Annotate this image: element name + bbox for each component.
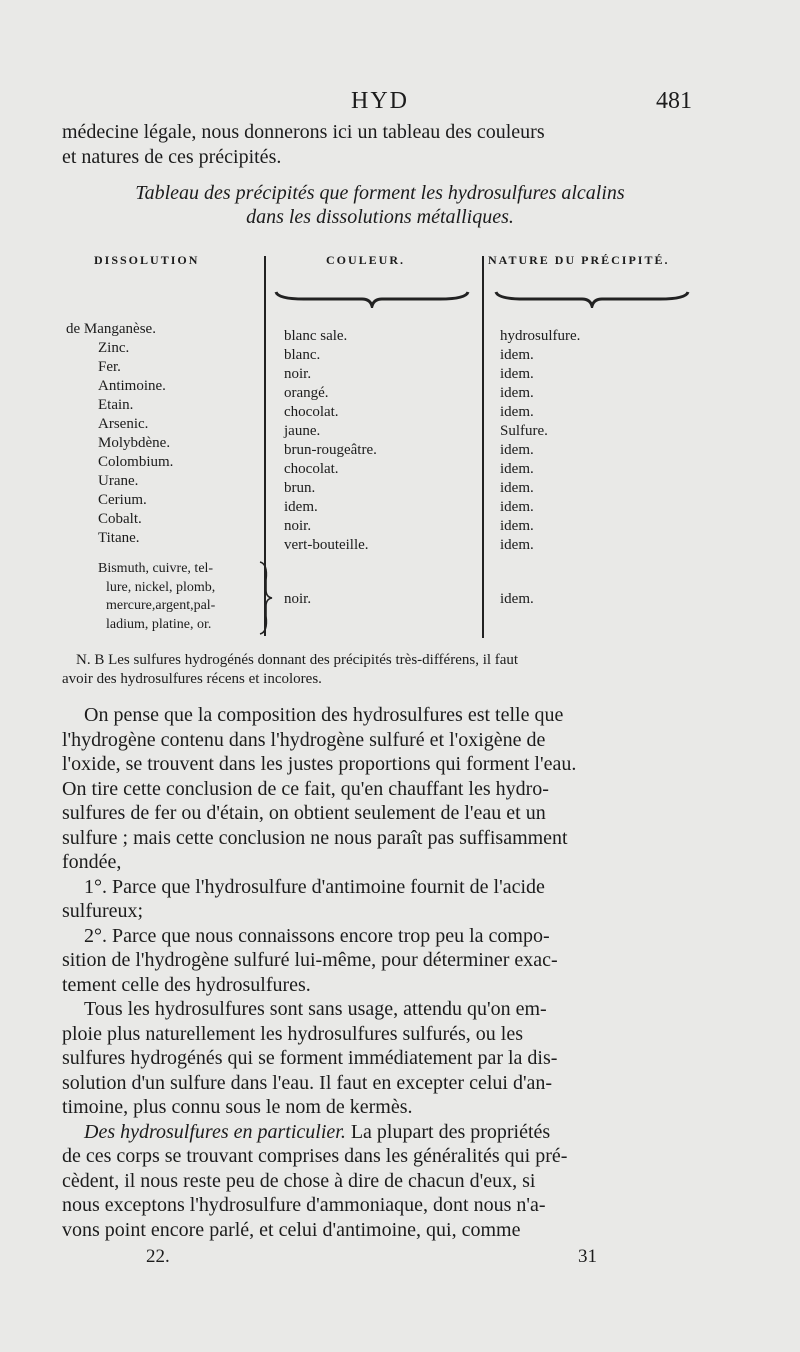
- page-number: 481: [656, 88, 692, 114]
- table-cell: Colombium.: [98, 454, 174, 470]
- text-line: médecine légale, nous donnerons ici un tableau des couleurs: [62, 121, 545, 143]
- table-cell: mercure,argent,pal-: [106, 598, 216, 614]
- table-cell: brun-rougeâtre.: [284, 442, 377, 458]
- text-line: sulfureux;: [62, 900, 144, 922]
- text-line: cèdent, il nous reste peu de chose à dire de chacun d'eux, si: [62, 1169, 536, 1192]
- table-cell: Cobalt.: [98, 511, 142, 527]
- table-cell: idem.: [284, 499, 318, 515]
- text-line: sulfure ; mais cette conclusion ne nous paraît pas suffisamment: [62, 826, 568, 849]
- text-line: tement celle des hydrosulfures.: [62, 973, 311, 996]
- table-cell: idem.: [500, 591, 534, 607]
- paragraph: [62, 924, 694, 998]
- text-line: vons point encore parlé, et celui d'antimoine, qui, comme: [62, 1218, 521, 1241]
- table-cell: Urane.: [98, 473, 139, 489]
- table-cell: Antimoine.: [98, 378, 166, 394]
- paragraph: [62, 997, 694, 1120]
- table-cell: idem.: [500, 537, 534, 553]
- table-divider-right: [482, 256, 484, 638]
- couleur-brace-icon: [274, 284, 470, 308]
- table-cell: idem.: [500, 347, 534, 363]
- table-cell: noir.: [284, 518, 312, 534]
- section-heading: Des hydrosulfures en particulier.: [84, 1120, 346, 1143]
- text-line: l'hydrogène contenu dans l'hydrogène sulfuré et l'oxigène de: [62, 728, 546, 751]
- table-cell: Bismuth, cuivre, tel-: [98, 561, 214, 576]
- text-line: Tous les hydrosulfures sont sans usage, attendu qu'on em-: [84, 998, 547, 1020]
- group-brace-icon: [256, 560, 276, 636]
- table-cell: Zinc.: [98, 340, 130, 356]
- table-cell: noir.: [284, 591, 312, 607]
- text-line: 1°. Parce que l'hydrosulfure d'antimoine fournit de l'acide: [84, 875, 545, 898]
- caption-line: dans les dissolutions métalliques.: [246, 206, 514, 228]
- dissolution-group: [98, 560, 215, 634]
- table-cell: Molybdène.: [98, 435, 171, 451]
- text-line: sulfures de fer ou d'étain, on obtient seulement de l'eau et un: [62, 802, 546, 824]
- nature-brace-icon: [494, 284, 690, 308]
- running-header: [60, 88, 700, 118]
- text-line: l'oxide, se trouvent dans les justes proportions qui forment l'eau.: [62, 753, 577, 775]
- table-cell: idem.: [500, 404, 534, 420]
- text-line: de ces corps se trouvant comprises dans les généralités qui pré-: [62, 1145, 568, 1167]
- text-line: sulfures hydrogénés qui se forment immédiatement par la dis-: [62, 1047, 558, 1069]
- text-line: 2°. Parce que nous connaissons encore trop peu la compo-: [84, 924, 550, 947]
- text-line: solution d'un sulfure dans l'eau. Il faut en excepter celui d'an-: [62, 1071, 553, 1094]
- table-cell: noir.: [284, 366, 312, 382]
- table-cell: blanc.: [284, 347, 321, 363]
- text-line: fondée,: [62, 851, 122, 873]
- header-couleur: COULEUR.: [326, 253, 406, 267]
- table-caption: [60, 181, 700, 229]
- signature-mark: 31: [578, 1246, 597, 1267]
- nature-column: [500, 327, 580, 555]
- text-line: timoine, plus connu sous le nom de kermès.: [62, 1096, 413, 1118]
- table-cell: chocolat.: [284, 461, 339, 477]
- text-line: sition de l'hydrogène sulfuré lui-même, pour déterminer exac-: [62, 949, 558, 971]
- header-nature: NATURE DU PRÉCIPITÉ.: [488, 253, 670, 267]
- table-cell: hydrosulfure.: [500, 328, 581, 344]
- table-cell: idem.: [500, 442, 534, 458]
- table-cell: brun.: [284, 480, 316, 496]
- note-line: N. B Les sulfures hydrogénés donnant des précipités très-différens, il faut: [76, 652, 519, 668]
- body-text: [62, 703, 694, 1242]
- table-cell: idem.: [500, 461, 534, 477]
- text-line: On pense que la composition des hydrosulfures est telle que: [84, 704, 564, 726]
- table-cell: Cerium.: [98, 492, 147, 508]
- table-cell: vert-bouteille.: [284, 537, 369, 553]
- table-cell: idem.: [500, 518, 534, 534]
- table-cell: orangé.: [284, 385, 329, 401]
- table-cell: jaune.: [284, 423, 321, 439]
- text-line: nous exceptons l'hydrosulfure d'ammoniaque, dont nous n'a-: [62, 1194, 546, 1216]
- table-cell: idem.: [500, 499, 534, 515]
- table-cell: idem.: [500, 480, 534, 496]
- header-dissolution: DISSOLUTION: [94, 253, 200, 267]
- table-cell: Arsenic.: [98, 416, 149, 432]
- text-line: ploie plus naturellement les hydrosulfures sulfurés, ou les: [62, 1022, 524, 1045]
- text-line: On tire cette conclusion de ce fait, qu'en chauffant les hydro-: [62, 777, 549, 800]
- caption-line: Tableau des précipités que forment les hydrosulfures alcalins: [135, 182, 625, 204]
- table-cell: idem.: [500, 385, 534, 401]
- dissolution-column: [66, 320, 173, 548]
- table-note: [62, 651, 694, 689]
- table-cell: Sulfure.: [500, 423, 548, 439]
- table-cell: ladium, platine, or.: [106, 616, 212, 632]
- header-title: HYD: [351, 88, 409, 114]
- table-cell: blanc sale.: [284, 328, 348, 344]
- table-cell: de Manganèse.: [66, 321, 156, 337]
- text-fragment: La plupart des propriétés: [345, 1120, 551, 1143]
- paragraph: [62, 875, 694, 924]
- paragraph: [62, 703, 694, 875]
- table-cell: Fer.: [98, 359, 121, 375]
- table-cell: lure, nickel, plomb,: [106, 579, 216, 595]
- table-cell: Etain.: [98, 397, 134, 413]
- text-line: et natures de ces précipités.: [62, 145, 282, 168]
- table-cell: idem.: [500, 366, 534, 382]
- table-cell: Titane.: [98, 530, 140, 546]
- note-line: avoir des hydrosulfures récens et incolores.: [62, 671, 322, 687]
- intro-paragraph: [62, 120, 694, 169]
- text-line: [62, 1120, 694, 1145]
- couleur-column: [284, 327, 377, 555]
- volume-mark: 22.: [146, 1246, 170, 1267]
- table-cell: chocolat.: [284, 404, 339, 420]
- paragraph: [62, 1120, 694, 1243]
